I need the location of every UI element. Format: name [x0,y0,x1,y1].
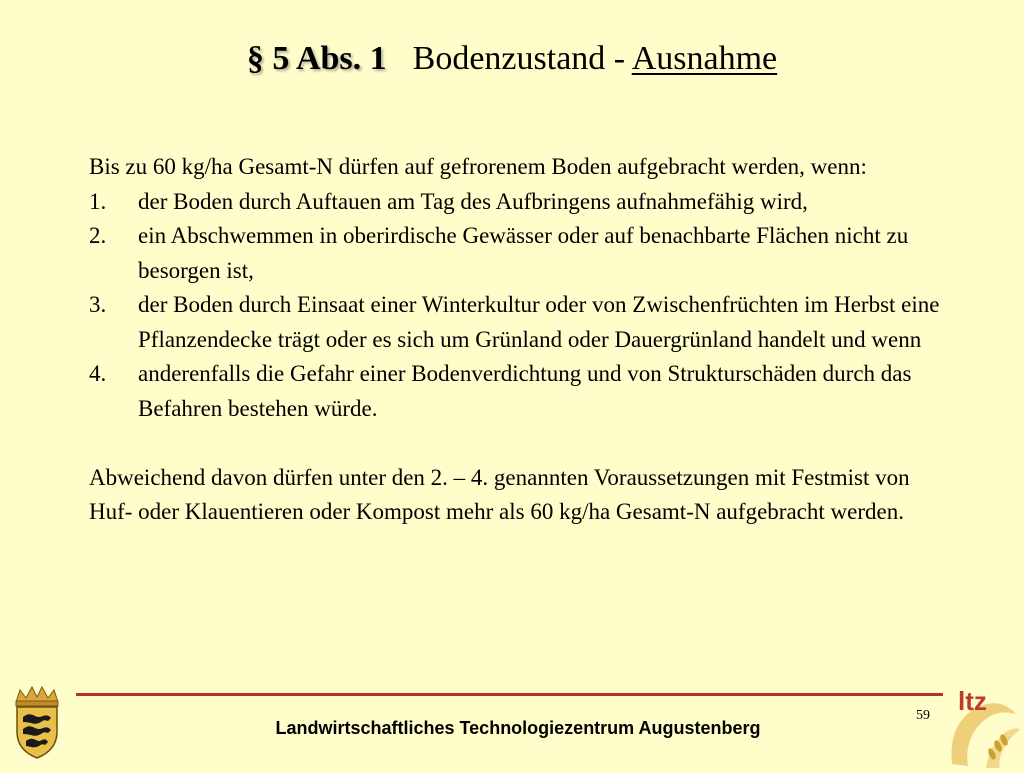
slide-title [0,36,1024,82]
condition-item [89,219,949,288]
footer-organization: Landwirtschaftliches Technologiezentrum Augustenberg [275,718,761,738]
ltz-logo-icon [946,684,1020,773]
condition-text: der Boden durch Auftauen am Tag des Aufbringens aufnahmefähig wird, [138,188,808,214]
slide-body [89,150,949,530]
condition-text: anderenfalls die Gefahr einer Bodenverdichtung und von Strukturschäden durch das Befahren bestehen würde. [138,361,912,421]
page-number: 59 [916,708,930,723]
condition-number: 4. [89,361,107,386]
condition-number: 1. [89,188,107,214]
condition-text: ein Abschwemmen in oberirdische Gewässer oder auf benachbarte Flächen nicht zu besorgen ist, [138,223,909,283]
condition-number: 2. [89,223,107,248]
intro-text: Bis zu 60 kg/ha Gesamt-N dürfen auf gefrorenem Boden aufgebracht werden, wenn: [89,154,867,179]
condition-item [89,357,949,426]
condition-item [89,185,949,220]
condition-text: der Boden durch Einsaat einer Winterkultur oder von Zwischenfrüchten im Herbst eine Pflanzendecke trägt oder es sich um Grünland oder Dauergrünland handelt und wenn [138,292,940,352]
exception-text: Abweichend davon dürfen unter den 2. – 4. genannten Voraussetzungen mit Festmist von Huf- oder Klauentieren oder Kompost mehr als 60 kg/ha Gesamt-N aufgebracht werden. [89,464,910,524]
title-emphasis: Ausnahme [631,40,778,77]
condition-number: 3. [89,292,107,317]
ltz-logo-text: ltz [958,686,987,716]
conditions-list [89,185,949,427]
title-topic: Bodenzustand - [412,40,632,77]
title-section-reference: § 5 Abs. 1 [246,40,387,77]
footer-divider [76,693,943,696]
condition-item [89,288,949,357]
